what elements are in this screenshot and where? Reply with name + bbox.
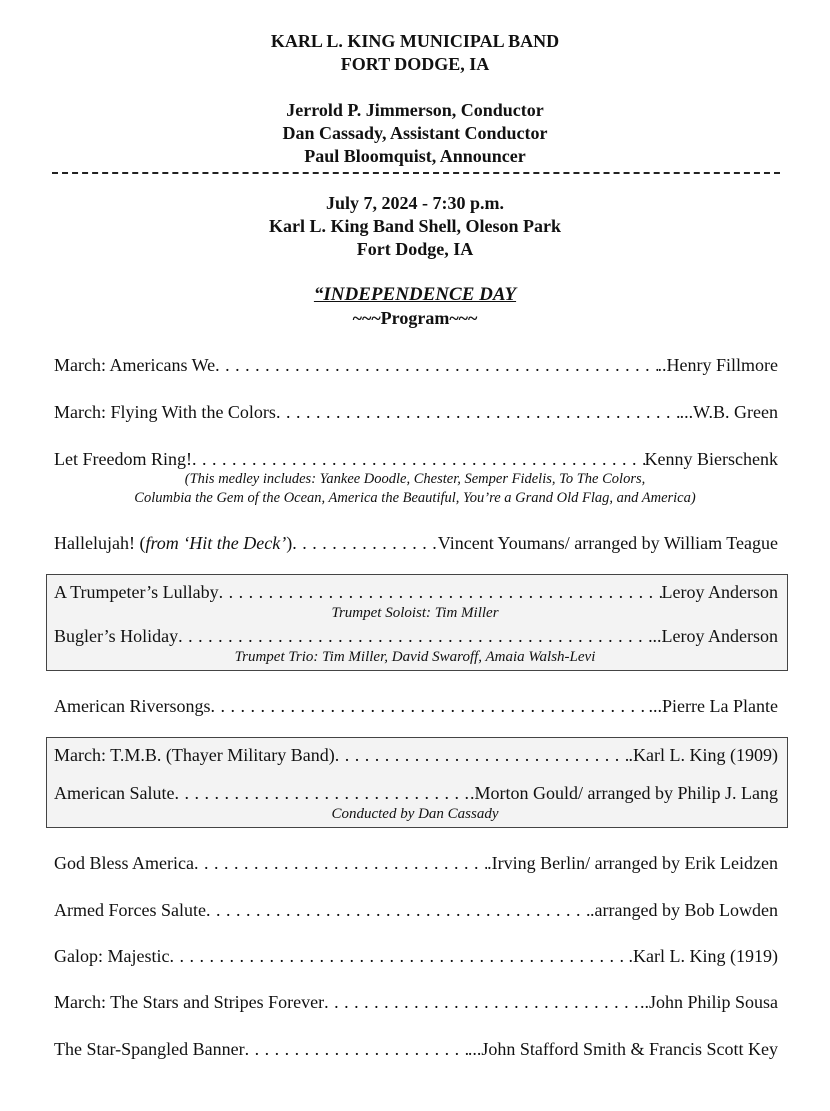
piece-title: March: T.M.B. (Thayer Military Band) [54,745,335,765]
dot-leader [276,401,680,423]
piece-title [54,532,292,554]
conductor-note: Conducted by Dan Cassady [331,806,499,822]
event-date-time: July 7, 2024 - 7:30 p.m. [325,193,504,213]
dot-leader [210,695,648,717]
piece-title: American Salute [54,783,175,803]
piece-credit: Vincent Youmans/ arranged by William Teague [437,533,778,553]
announcer-line: Paul Bloomquist, Announcer [304,146,526,166]
piece-credit: ..Leroy Anderson [652,626,778,646]
dot-leader [292,532,438,554]
program-item [54,448,778,470]
title-prefix: Hallelujah! ( [54,533,146,553]
program-item [54,625,778,647]
piece-credit: ...W.B. Green [679,402,778,422]
piece-title: March: Flying With the Colors [54,402,276,422]
dot-leader [215,354,657,376]
program-item [54,532,778,554]
program-item [54,852,778,874]
dot-leader [324,991,640,1013]
soloist-note: Trumpet Soloist: Tim Miller [331,605,499,621]
program-item [54,1038,778,1060]
dot-leader [206,899,590,921]
piece-credit: .Morton Gould/ arranged by Philip J. Lang [470,783,778,803]
piece-title: A Trumpeter’s Lullaby [54,582,219,602]
program-title-wrap [0,284,830,306]
band-name: KARL L. KING MUNICIPAL BAND [270,31,560,51]
dot-leader [178,625,652,647]
dot-leader [335,744,629,766]
program-item [54,401,778,423]
event-venue: Karl L. King Band Shell, Oleson Park [268,216,562,236]
piece-title: God Bless America [54,853,194,873]
program-item [54,899,778,921]
trio-note: Trumpet Trio: Tim Miller, David Swaroff, Amaia Walsh-Levi [234,649,596,665]
program-item [54,695,778,717]
piece-title: Armed Forces Salute [54,900,206,920]
program-item [54,744,778,766]
piece-credit: .Irving Berlin/ arranged by Erik Leidzen [487,853,778,873]
program-item [54,945,778,967]
piece-title: Galop: Majestic [54,946,170,966]
dashed-divider [52,172,780,174]
dot-leader [192,448,645,470]
piece-title: Let Freedom Ring! [54,449,192,469]
piece-credit: ...Pierre La Plante [648,696,778,716]
medley-note-line-2: Columbia the Gem of the Ocean, America the Beautiful, You’re a Grand Old Flag, and America) [134,490,696,506]
piece-credit: ..John Philip Sousa [639,992,778,1012]
program-item [54,991,778,1013]
piece-credit: .arranged by Bob Lowden [590,900,778,920]
event-location: Fort Dodge, IA [356,239,474,259]
piece-title: March: Americans We [54,355,216,375]
piece-credit: ...John Stafford Smith & Francis Scott Key [467,1039,778,1059]
title-italic: from ‘Hit the Deck’ [145,533,287,553]
program-item [54,354,778,376]
piece-credit: Kenny Bierschenk [644,449,778,469]
program-item [54,782,778,804]
piece-credit: .Karl L. King (1909) [628,745,778,765]
title-suffix: ) [286,533,293,553]
piece-title: Bugler’s Holiday [54,626,179,646]
dot-leader [169,945,628,967]
dot-leader [219,581,662,603]
band-city: FORT DODGE, IA [340,54,490,74]
piece-credit: Leroy Anderson [661,582,778,602]
conductor-line: Jerrold P. Jimmerson, Conductor [286,100,544,120]
program-title: “INDEPENDENCE DAY [313,284,517,305]
program-item [54,581,778,603]
dot-leader [174,782,470,804]
dot-leader [194,852,487,874]
piece-credit: ..Henry Fillmore [657,355,778,375]
piece-credit: .Karl L. King (1919) [628,946,778,966]
piece-title: American Riversongs [54,696,211,716]
medley-note-line-1: (This medley includes: Yankee Doodle, Chester, Semper Fidelis, To The Colors, [184,471,646,487]
dot-leader [245,1038,468,1060]
assistant-conductor-line: Dan Cassady, Assistant Conductor [282,123,548,143]
piece-title: March: The Stars and Stripes Forever [54,992,325,1012]
piece-title: The Star-Spangled Banner [54,1039,245,1059]
program-label: ~~~Program~~~ [352,308,478,328]
